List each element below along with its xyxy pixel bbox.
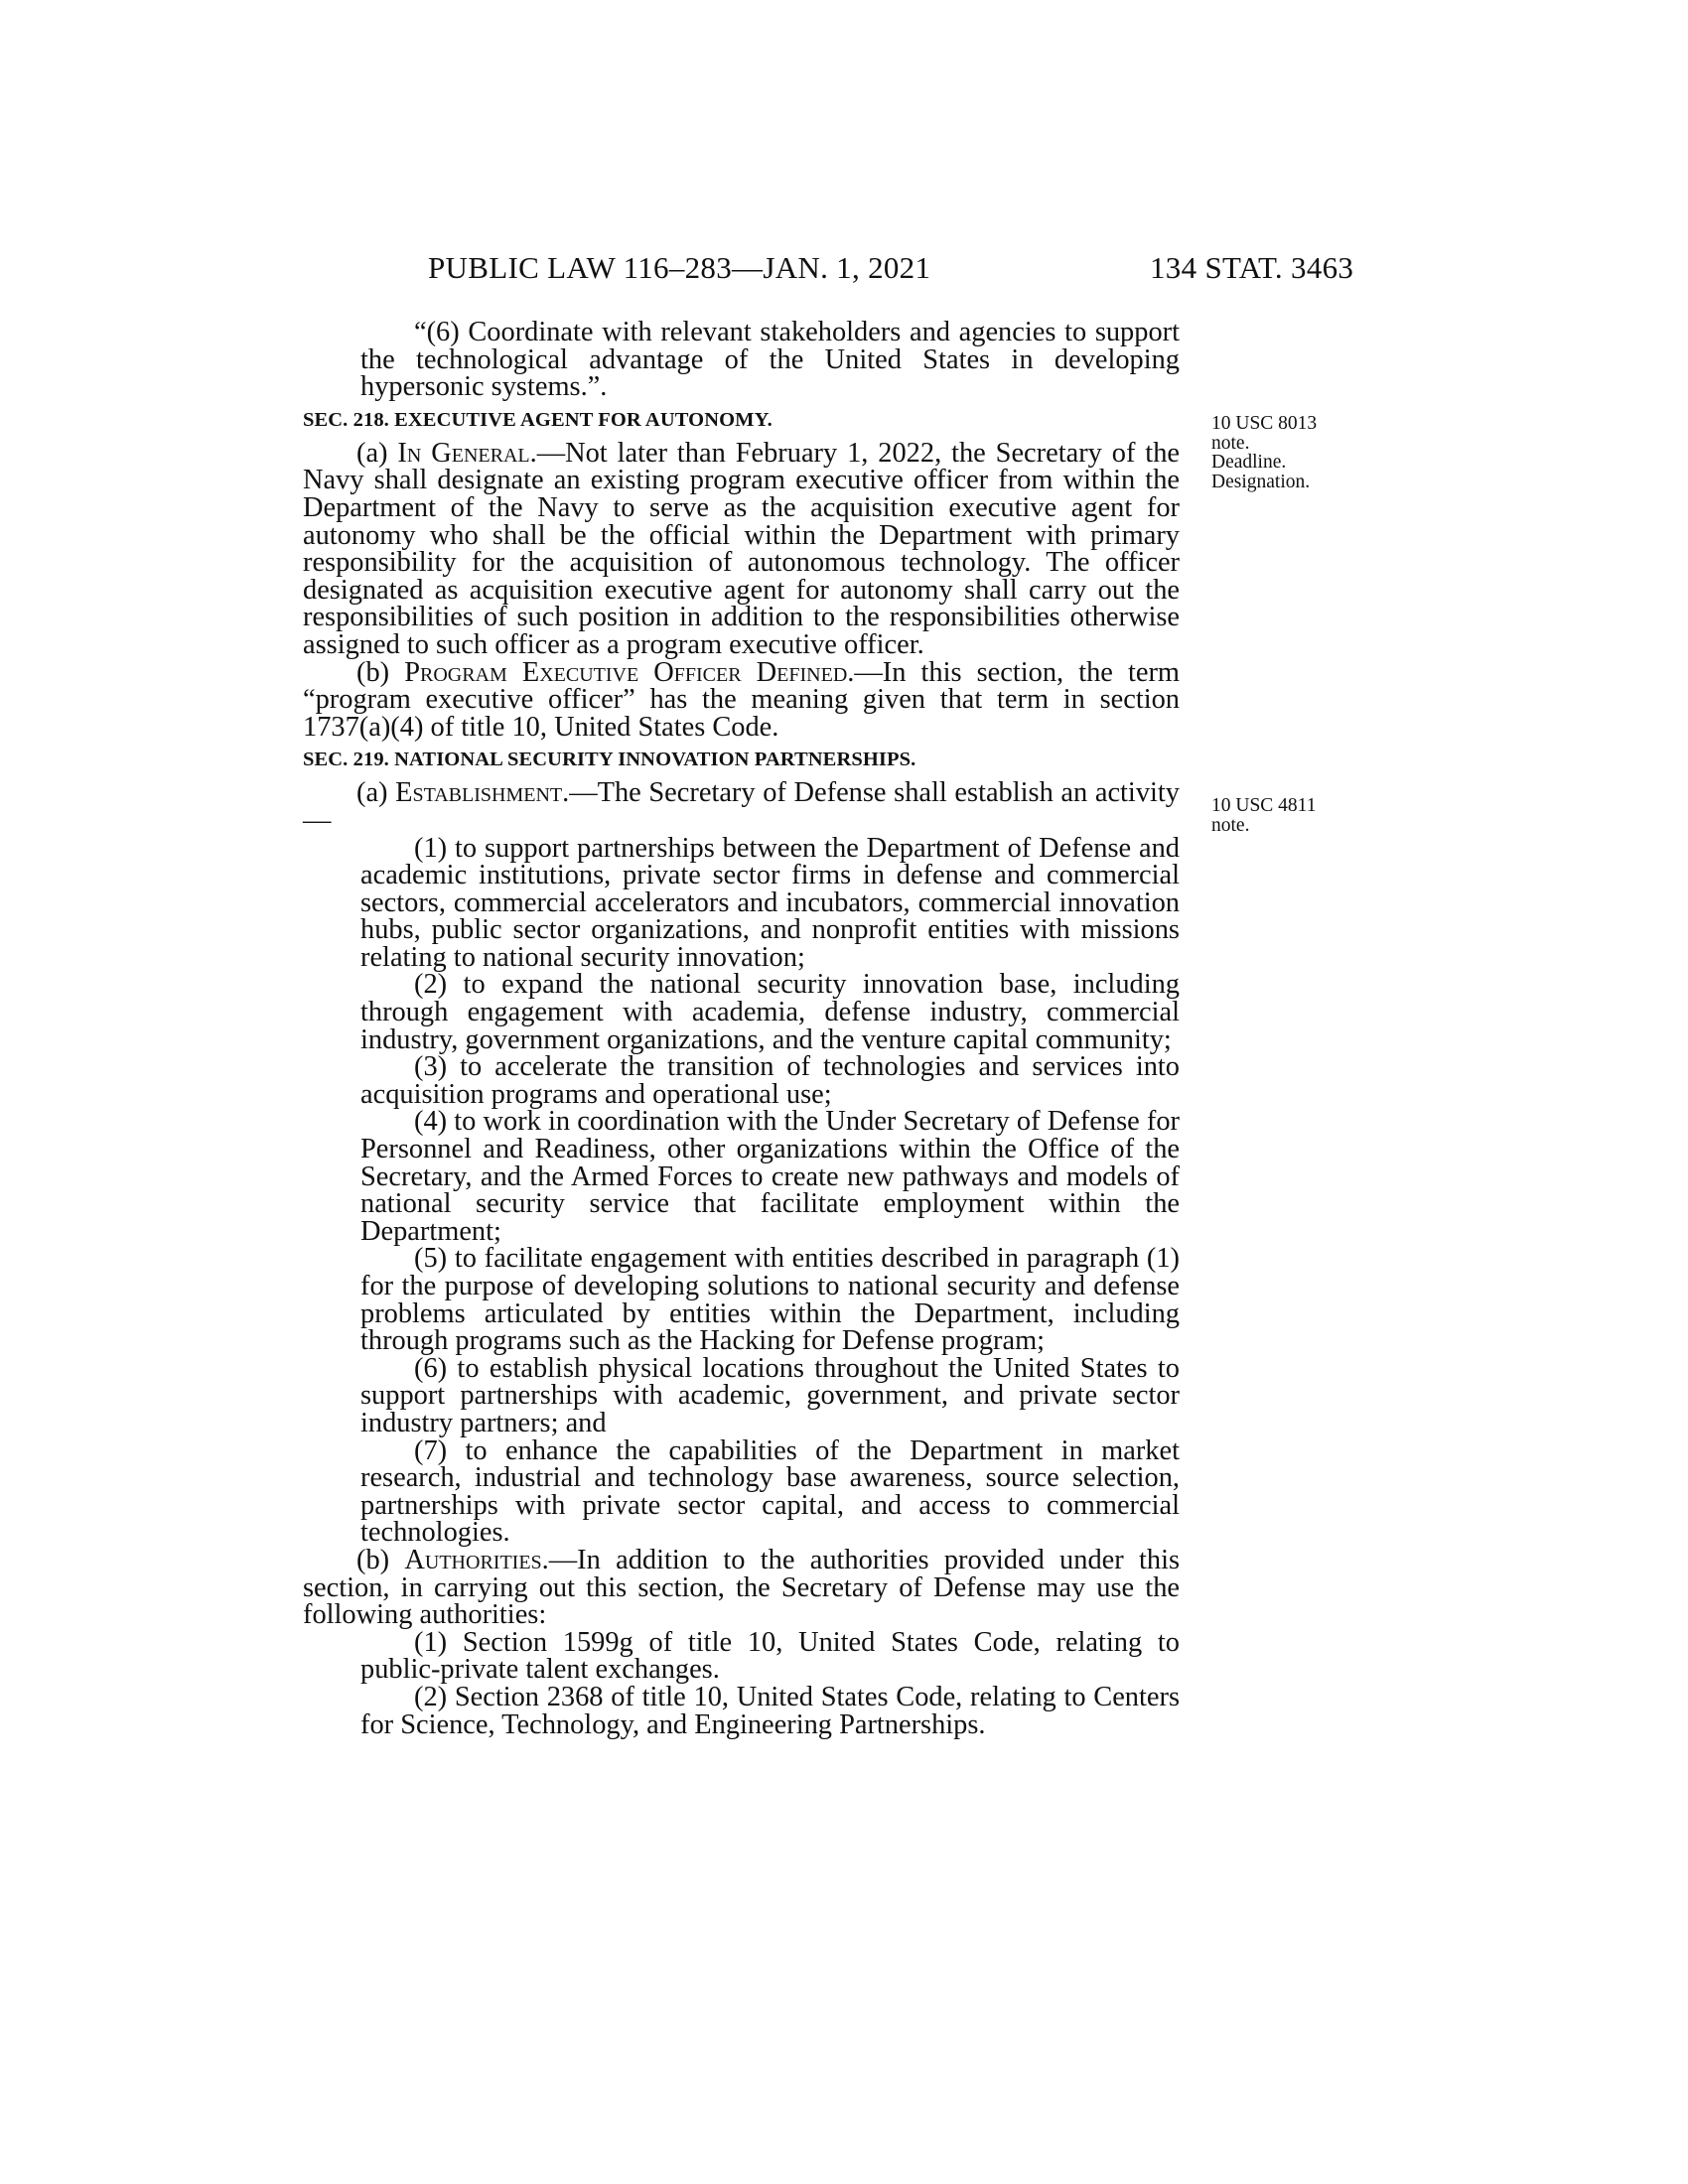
sec219-a-item-5: (5) to facilitate engagement with entities described in paragraph (1) for the purpose of developing solutions to national security and defense problems articulated by entities within the Department, including through programs such as the Hacking for Defense program; (360, 1243, 1180, 1357)
sec219-a-item-2: (2) to expand the national security innovation base, including through engagement with academia, defense industry, commercial industry, government organizations, and the venture capital community; (360, 969, 1180, 1055)
sec219-a-item-6: (6) to establish physical locations throughout the United States to support partnerships with academic, government, and private sector industry partners; and (360, 1352, 1180, 1438)
sec219-a-item-4: (4) to work in coordination with the Under Secretary of Defense for Personnel and Readiness, other organizations within the Office of the Secretary, and the Armed Forces to create new pathways and models of national security service that facilitate employment within the Department; (360, 1106, 1180, 1247)
margin-note-sec218: 10 USC 8013 note. Deadline. Designation. (1211, 413, 1318, 492)
sec219-a-item-3: (3) to accelerate the transition of technologies and services into acquisition programs and operational use; (360, 1051, 1180, 1110)
sec218-subsection-a: (a) In General.—Not later than February 1, 2022, the Secretary of the Navy shall designate an existing program executive officer from within the Department of the Navy to serve as the acquisition executive agent for autonomy who shall be the official within the Department with primary responsibility for the acquisition of autonomous technology. The officer designated as acquisition executive agent for autonomy shall carry out the responsibilities of such position in addition to the responsibilities otherwise assigned to such officer as a program executive officer. (303, 437, 1180, 660)
margin-note-sec219: 10 USC 4811 note. (1211, 795, 1317, 836)
section-218-heading: SEC. 218. EXECUTIVE AGENT FOR AUTONOMY. (303, 408, 773, 431)
sec219-subsection-a: (a) Establishment.—The Secretary of Defense shall establish an activity— (303, 777, 1180, 836)
page-stat-number: 134 STAT. 3463 (1150, 250, 1354, 285)
continued-paragraph: “(6) Coordinate with relevant stakeholders and agencies to support the technological advantage of the United States in developing hypersonic systems.”. (360, 317, 1180, 403)
sec219-a-item-7: (7) to enhance the capabilities of the Department in market research, industrial and technology base awareness, source selection, partnerships with private sector capital, and access to commercial technologies. (360, 1434, 1180, 1549)
sec219-b-item-2: (2) Section 2368 of title 10, United States Code, relating to Centers for Science, Technology, and Engineering Partnerships. (360, 1681, 1180, 1740)
sec219-b-item-1: (1) Section 1599g of title 10, United States Code, relating to public-private talent exchanges. (360, 1626, 1180, 1686)
sec218-subsection-b: (b) Program Executive Officer Defined.—In this section, the term “program executive officer” has the meaning given that term in section 1737(a)(4) of title 10, United States Code. (303, 656, 1180, 743)
sec219-subsection-b: (b) Authorities.—In addition to the authorities provided under this section, in carrying out this section, the Secretary of Defense may use the following authorities: (303, 1544, 1181, 1631)
main-text (303, 319, 1180, 1738)
sec219-a-item-1: (1) to support partnerships between the Department of Defense and academic institutions, private sector firms in defense and commercial sectors, commercial accelerators and incubators, commercial innovation hubs, public sector organizations, and nonprofit entities with missions relating to national security innovation; (360, 832, 1180, 973)
running-header-law: PUBLIC LAW 116–283—JAN. 1, 2021 (428, 250, 931, 285)
section-219-heading: SEC. 219. NATIONAL SECURITY INNOVATION PARTNERSHIPS. (303, 749, 916, 771)
